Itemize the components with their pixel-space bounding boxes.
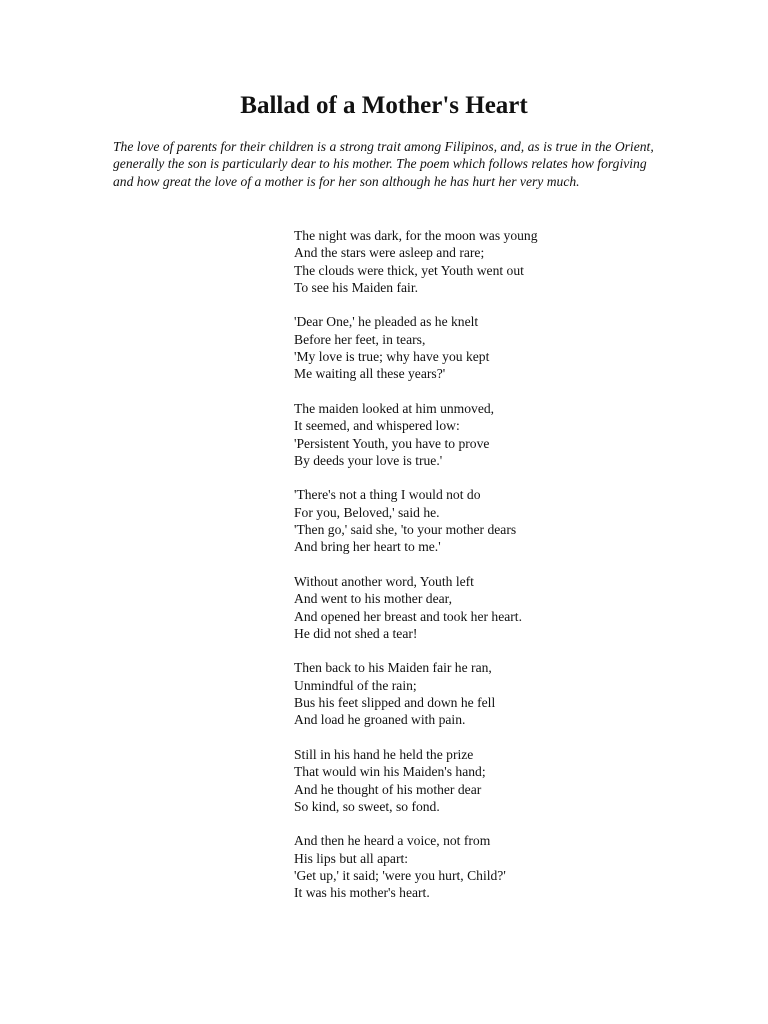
poem-line: Bus his feet slipped and down he fell <box>294 695 496 711</box>
intro-paragraph: The love of parents for their children is a strong trait among Filipinos, and, as is true in the Orient, generally the son is particularly dear to his mother. The poem which follows relates how forgiving and how great the love of a mother is for her son although he has hurt her very much. <box>113 139 654 189</box>
poem-line: Still in his hand he held the prize <box>294 746 474 762</box>
poem-line: It was his mother's heart. <box>294 885 430 901</box>
poem-line: Without another word, Youth left <box>294 573 474 589</box>
poem-line: The clouds were thick, yet Youth went out <box>294 262 524 278</box>
poem-line: And opened her breast and took her heart. <box>294 608 522 624</box>
poem-line: And the stars were asleep and rare; <box>294 245 485 261</box>
stanza <box>294 313 714 382</box>
stanza <box>294 746 714 815</box>
poem-line: It seemed, and whispered low: <box>294 418 460 434</box>
stanza <box>294 573 714 642</box>
stanza <box>294 227 714 296</box>
poem-line: And bring her heart to me.' <box>294 539 441 555</box>
poem-line: 'Then go,' said she, 'to your mother dears <box>294 522 517 538</box>
poem-line: For you, Beloved,' said he. <box>294 504 440 520</box>
stanza <box>294 400 714 469</box>
poem-line: 'Get up,' it said; 'were you hurt, Child?' <box>294 867 506 883</box>
poem-line: And then he heard a voice, not from <box>294 833 491 849</box>
poem-body <box>294 227 714 919</box>
poem-line: He did not shed a tear! <box>294 625 418 641</box>
poem-line: Before her feet, in tears, <box>294 331 426 347</box>
poem-line: Me waiting all these years?' <box>294 366 446 382</box>
poem-line: That would win his Maiden's hand; <box>294 764 486 780</box>
poem-line: 'Persistent Youth, you have to prove <box>294 435 490 451</box>
poem-line: His lips but all apart: <box>294 850 409 866</box>
poem-line: Unmindful of the rain; <box>294 677 417 693</box>
poem-line: And went to his mother dear, <box>294 591 453 607</box>
poem-line: And load he groaned with pain. <box>294 712 466 728</box>
stanza <box>294 486 714 555</box>
poem-line: And he thought of his mother dear <box>294 781 482 797</box>
stanza <box>294 659 714 728</box>
poem-line: The night was dark, for the moon was young <box>294 228 538 243</box>
poem-line: 'Dear One,' he pleaded as he knelt <box>294 314 479 330</box>
poem-title: Ballad of a Mother's Heart <box>240 92 528 119</box>
poem-line: So kind, so sweet, so fond. <box>294 798 440 814</box>
poem-line: The maiden looked at him unmoved, <box>294 400 495 416</box>
poem-line: By deeds your love is true.' <box>294 452 443 468</box>
poem-line: 'There's not a thing I would not do <box>294 487 481 503</box>
poem-line: Then back to his Maiden fair he ran, <box>294 660 492 676</box>
poem-line: To see his Maiden fair. <box>294 279 419 295</box>
poem-line: 'My love is true; why have you kept <box>294 349 490 365</box>
stanza <box>294 832 714 901</box>
